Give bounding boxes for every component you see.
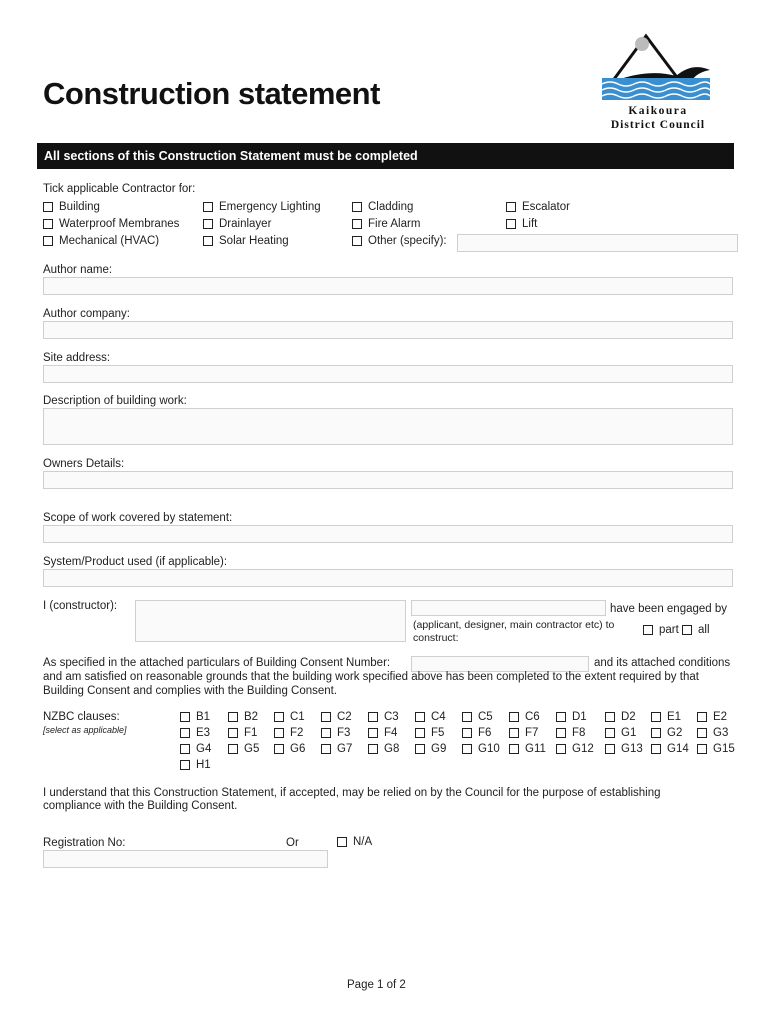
checkbox[interactable] [321,744,331,754]
checkbox[interactable] [321,712,331,722]
description-label: Description of building work: [43,395,187,407]
checkbox[interactable] [274,744,284,754]
checkbox[interactable] [180,728,190,738]
part-option[interactable]: part [643,624,679,636]
nzbc-clause-label: G5 [244,743,260,755]
checkbox[interactable] [368,712,378,722]
checkbox[interactable] [462,712,472,722]
nzbc-clause-option[interactable] [368,727,397,739]
author-name-field[interactable] [43,277,733,295]
checkbox[interactable] [509,728,519,738]
nzbc-clause-label: C3 [384,711,399,723]
checkbox[interactable] [180,712,190,722]
checkbox[interactable] [556,744,566,754]
checkbox[interactable] [651,744,661,754]
checkbox[interactable] [462,744,472,754]
nzbc-clause-label: G11 [525,743,546,755]
checkbox[interactable] [556,712,566,722]
constructor-field[interactable] [135,600,406,642]
contractor-fire-alarm[interactable]: Fire Alarm [352,218,420,230]
contractor-mechanical[interactable]: Mechanical (HVAC) [43,235,159,247]
nzbc-clause-option[interactable] [462,711,493,723]
checkbox[interactable] [274,728,284,738]
checkbox[interactable] [697,728,707,738]
contractor-cladding[interactable]: Cladding [352,201,413,213]
checkbox[interactable] [352,202,362,212]
checkbox[interactable] [228,744,238,754]
author-company-field[interactable] [43,321,733,339]
nzbc-clause-label: C5 [478,711,493,723]
checkbox[interactable] [415,728,425,738]
nzbc-clause-label: G7 [337,743,353,755]
nzbc-clause-label: D1 [572,711,587,723]
nzbc-clause-label: F8 [572,727,586,739]
checkbox[interactable] [506,219,516,229]
nzbc-clause-option[interactable] [274,727,303,739]
nzbc-clause-option[interactable] [556,727,585,739]
nzbc-clause-option[interactable] [415,743,446,755]
checkbox[interactable] [605,712,615,722]
understand-text-2: compliance with the Building Consent. [43,800,238,812]
contractor-label: Tick applicable Contractor for: [43,183,196,195]
page-number: Page 1 of 2 [347,979,406,991]
nzbc-clause-option[interactable] [321,727,350,739]
nzbc-clause-label: G6 [290,743,306,755]
checkbox[interactable] [682,625,692,635]
nzbc-clause-option[interactable] [605,727,636,739]
nzbc-clause-label: E2 [713,711,728,723]
nzbc-clause-label: G14 [667,743,689,755]
site-address-field[interactable] [43,365,733,383]
checkbox[interactable] [337,837,347,847]
nzbc-clause-option[interactable] [509,711,540,723]
nzbc-clause-option[interactable] [321,743,352,755]
nzbc-clause-option[interactable] [556,711,587,723]
council-logo [588,32,728,134]
checkbox[interactable] [203,202,213,212]
nzbc-clause-option[interactable] [462,743,500,755]
engaged-by-field[interactable] [411,600,606,616]
checkbox[interactable] [556,728,566,738]
description-field[interactable] [43,408,733,445]
registration-field[interactable] [43,850,328,868]
nzbc-clause-option[interactable] [651,711,681,723]
nzbc-clause-label: F3 [337,727,351,739]
nzbc-clause-label: F6 [478,727,492,739]
nzbc-clause-option[interactable] [415,711,446,723]
nzbc-clause-option[interactable] [697,743,735,755]
nzbc-clause-option[interactable] [368,743,399,755]
nzbc-clause-label: E1 [667,711,682,723]
nzbc-clause-option[interactable] [228,727,257,739]
contractor-lift[interactable]: Lift [506,218,537,230]
registration-label: Registration No: [43,837,126,849]
checkbox[interactable] [274,712,284,722]
nzbc-clause-option[interactable] [605,711,636,723]
checkbox[interactable] [352,219,362,229]
checkbox[interactable] [180,760,190,770]
whale-mountain-icon [588,32,728,134]
consent-text-2: and am satisfied on reasonable grounds that the building work specified above has been completed to the extent required by that [43,671,699,683]
nzbc-clause-label: H1 [196,759,211,771]
checkbox[interactable] [43,219,53,229]
checkbox[interactable] [368,744,378,754]
nzbc-clause-option[interactable] [274,711,305,723]
checkbox[interactable] [651,728,661,738]
nzbc-clause-option[interactable] [228,743,259,755]
nzbc-clause-option[interactable] [509,743,546,755]
nzbc-clause-option[interactable] [180,727,210,739]
nzbc-clause-label: F7 [525,727,539,739]
checkbox[interactable] [651,712,661,722]
nzbc-clause-option[interactable] [415,727,444,739]
author-company-label: Author company: [43,308,130,320]
nzbc-clause-option[interactable] [605,743,643,755]
checkbox[interactable] [368,728,378,738]
understand-text-1: I understand that this Construction Statement, if accepted, may be relied on by the Council for the purpose of establishing [43,787,661,799]
logo-line1: Kaikoura [628,105,688,117]
nzbc-hint: [select as applicable] [43,725,127,735]
checkbox[interactable] [180,744,190,754]
nzbc-clause-label: G1 [621,727,637,739]
page-title: Construction statement [43,76,380,111]
scope-label: Scope of work covered by statement: [43,512,233,524]
contractor-solar-heating[interactable]: Solar Heating [203,235,289,247]
nzbc-clause-label: G4 [196,743,212,755]
checkbox[interactable] [697,712,707,722]
nzbc-clause-label: G2 [667,727,683,739]
checkbox[interactable] [509,712,519,722]
contractor-drainlayer[interactable]: Drainlayer [203,218,271,230]
checkbox[interactable] [643,625,653,635]
nzbc-clause-label: C6 [525,711,540,723]
nzbc-clause-option[interactable] [651,743,689,755]
all-option[interactable]: all [682,624,710,636]
contractor-other[interactable]: Other (specify): [352,235,447,247]
checkbox[interactable] [43,236,53,246]
checkbox[interactable] [415,712,425,722]
nzbc-clause-label: G15 [713,743,735,755]
checkbox[interactable] [697,744,707,754]
nzbc-clause-option[interactable] [180,759,211,771]
nzbc-clause-option[interactable] [697,727,728,739]
contractor-emergency-lighting[interactable]: Emergency Lighting [203,201,321,213]
na-option[interactable]: N/A [337,836,372,848]
nzbc-clause-option[interactable] [321,711,352,723]
engaged-by-label: have been engaged by [610,603,728,615]
nzbc-clause-option[interactable] [180,743,211,755]
nzbc-clause-option[interactable] [462,727,491,739]
nzbc-clause-label: E3 [196,727,211,739]
nzbc-clause-label: C1 [290,711,305,723]
nzbc-clause-label: G8 [384,743,400,755]
nzbc-clause-label: C2 [337,711,352,723]
checkbox[interactable] [415,744,425,754]
nzbc-clause-option[interactable] [697,711,727,723]
checkbox[interactable] [352,236,362,246]
checkbox[interactable] [321,728,331,738]
nzbc-clause-label: B2 [244,711,259,723]
nzbc-clause-option[interactable] [368,711,399,723]
nzbc-clause-label: G12 [572,743,594,755]
nzbc-clause-option[interactable] [651,727,682,739]
nzbc-clause-label: F4 [384,727,398,739]
instruction-banner: All sections of this Construction Statement must be completed [37,143,734,169]
author-name-label: Author name: [43,264,113,276]
nzbc-clause-label: G3 [713,727,729,739]
nzbc-clause-option[interactable] [274,743,305,755]
nzbc-clause-label: G9 [431,743,447,755]
scope-field[interactable] [43,525,733,543]
system-label: System/Product used (if applicable): [43,556,228,568]
checkbox[interactable] [228,712,238,722]
contractor-waterproof[interactable]: Waterproof Membranes [43,218,179,230]
other-specify-field[interactable] [457,234,738,252]
nzbc-clause-option[interactable] [228,711,258,723]
nzbc-label: NZBC clauses: [43,711,120,723]
consent-text-1b: and its attached conditions [594,657,731,669]
engaged-by-hint: (applicant, designer, main contractor etc) to construct: [413,619,615,644]
consent-text-1: As specified in the attached particulars of Building Consent Number: [43,657,391,669]
site-address-label: Site address: [43,352,111,364]
checkbox[interactable] [203,236,213,246]
or-label: Or [286,837,299,849]
contractor-building[interactable]: Building [43,201,100,213]
consent-text-3: Building Consent and complies with the Building Consent. [43,685,338,697]
owners-field[interactable] [43,471,733,489]
constructor-label: I (constructor): [43,600,118,612]
nzbc-clause-label: G10 [478,743,500,755]
nzbc-clause-label: F2 [290,727,304,739]
nzbc-clause-label: F5 [431,727,445,739]
checkbox[interactable] [228,728,238,738]
checkbox[interactable] [203,219,213,229]
owners-label: Owners Details: [43,458,125,470]
nzbc-clause-label: F1 [244,727,258,739]
system-field[interactable] [43,569,733,587]
checkbox[interactable] [509,744,519,754]
checkbox[interactable] [43,202,53,212]
nzbc-clause-label: C4 [431,711,446,723]
checkbox[interactable] [605,728,615,738]
contractor-escalator[interactable]: Escalator [506,201,570,213]
nzbc-clause-label: D2 [621,711,636,723]
nzbc-clause-option[interactable] [556,743,594,755]
nzbc-clause-option[interactable] [509,727,538,739]
nzbc-clause-label: G13 [621,743,643,755]
checkbox[interactable] [506,202,516,212]
nzbc-clause-option[interactable] [180,711,210,723]
consent-number-field[interactable] [411,656,589,672]
checkbox[interactable] [462,728,472,738]
checkbox[interactable] [605,744,615,754]
logo-line2: District Council [610,119,706,131]
nzbc-clause-label: B1 [196,711,211,723]
